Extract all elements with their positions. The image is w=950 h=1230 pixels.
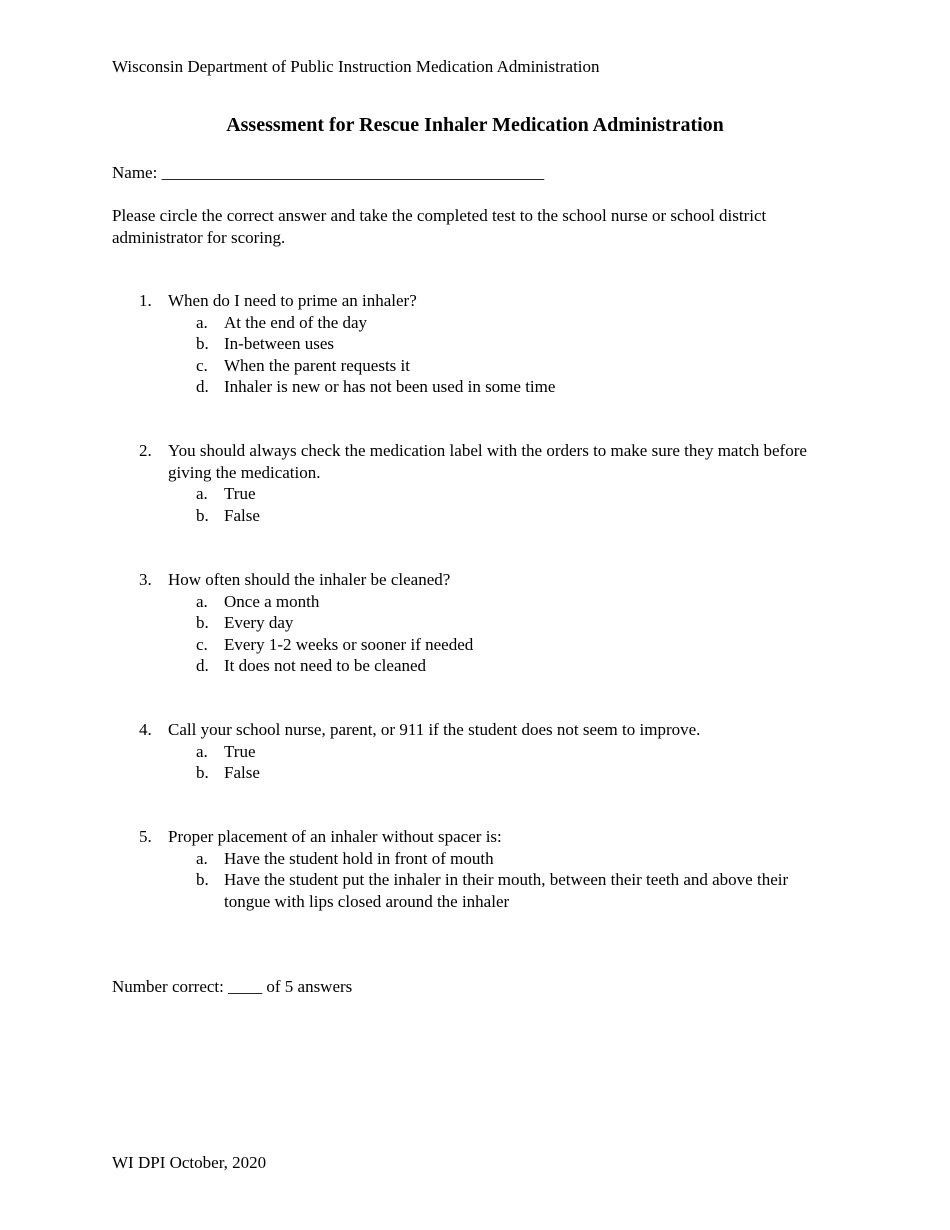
answer-option xyxy=(0,505,950,527)
question-number: 3. xyxy=(139,570,152,589)
answer-option xyxy=(0,848,950,870)
document-footer: WI DPI October, 2020 xyxy=(112,1153,267,1172)
option-text: It does not need to be cleaned xyxy=(224,656,427,675)
answer-options xyxy=(0,312,950,398)
option-letter: d. xyxy=(196,656,209,675)
option-text: Inhaler is new or has not been used in some time xyxy=(224,377,556,396)
question-text: Call your school nurse, parent, or 911 if the student does not seem to improve. xyxy=(168,720,701,739)
page-title: Assessment for Rescue Inhaler Medication Administration xyxy=(226,114,724,136)
option-letter: b. xyxy=(196,763,209,782)
answer-options xyxy=(0,483,950,526)
name-field-line: Name: _____________________________________________ xyxy=(112,163,545,182)
option-text: True xyxy=(224,484,256,503)
option-text: At the end of the day xyxy=(224,312,368,332)
option-text: Every day xyxy=(224,613,294,632)
answer-option xyxy=(0,655,950,677)
option-letter: a. xyxy=(196,591,208,611)
option-letter: d. xyxy=(196,377,209,396)
document-header: Wisconsin Department of Public Instruction Medication Administration xyxy=(112,57,600,76)
question-text: When do I need to prime an inhaler? xyxy=(168,291,417,310)
question-text: Proper placement of an inhaler without spacer is: xyxy=(168,827,502,846)
option-text: Every 1-2 weeks or sooner if needed xyxy=(224,634,474,654)
answer-option xyxy=(0,762,950,784)
answer-option xyxy=(0,312,950,334)
option-text: Have the student put the inhaler in their mouth, between their teeth and above their tongue with lips closed around the inhaler xyxy=(224,870,789,911)
option-letter: a. xyxy=(196,312,208,332)
option-letter: a. xyxy=(196,848,208,868)
option-text: In-between uses xyxy=(224,334,334,353)
option-letter: b. xyxy=(196,334,209,353)
option-text: When the parent requests it xyxy=(224,355,410,375)
option-text: True xyxy=(224,741,256,761)
option-letter: c. xyxy=(196,355,208,375)
option-letter: b. xyxy=(196,870,209,889)
instructions-text: Please circle the correct answer and take the completed test to the school nurse or school district administrator for scoring. xyxy=(112,206,767,247)
question-text: How often should the inhaler be cleaned? xyxy=(168,570,451,589)
question-number: 5. xyxy=(139,827,152,846)
option-letter: b. xyxy=(196,613,209,632)
question-text: You should always check the medication label with the orders to make sure they match before giving the medication. xyxy=(168,441,807,482)
option-text: False xyxy=(224,505,260,525)
option-letter: b. xyxy=(196,505,209,525)
answer-option xyxy=(0,612,950,634)
option-text: Have the student hold in front of mouth xyxy=(224,848,494,868)
question-number: 2. xyxy=(139,441,152,460)
option-letter: c. xyxy=(196,634,208,654)
answer-options xyxy=(0,848,950,913)
answer-option xyxy=(0,376,950,398)
option-letter: a. xyxy=(196,484,208,503)
score-line: Number correct: ____ of 5 answers xyxy=(112,977,353,996)
answer-options xyxy=(0,741,950,784)
answer-option xyxy=(0,355,950,377)
answer-option xyxy=(0,333,950,355)
answer-option xyxy=(0,741,950,763)
answer-option xyxy=(0,634,950,656)
option-text: False xyxy=(224,763,260,782)
question-number: 1. xyxy=(139,291,152,310)
option-text: Once a month xyxy=(224,591,320,611)
question-number: 4. xyxy=(139,720,152,739)
answer-options xyxy=(0,591,950,677)
answer-option xyxy=(0,869,950,912)
answer-option xyxy=(0,483,950,505)
option-letter: a. xyxy=(196,741,208,761)
answer-option xyxy=(0,591,950,613)
